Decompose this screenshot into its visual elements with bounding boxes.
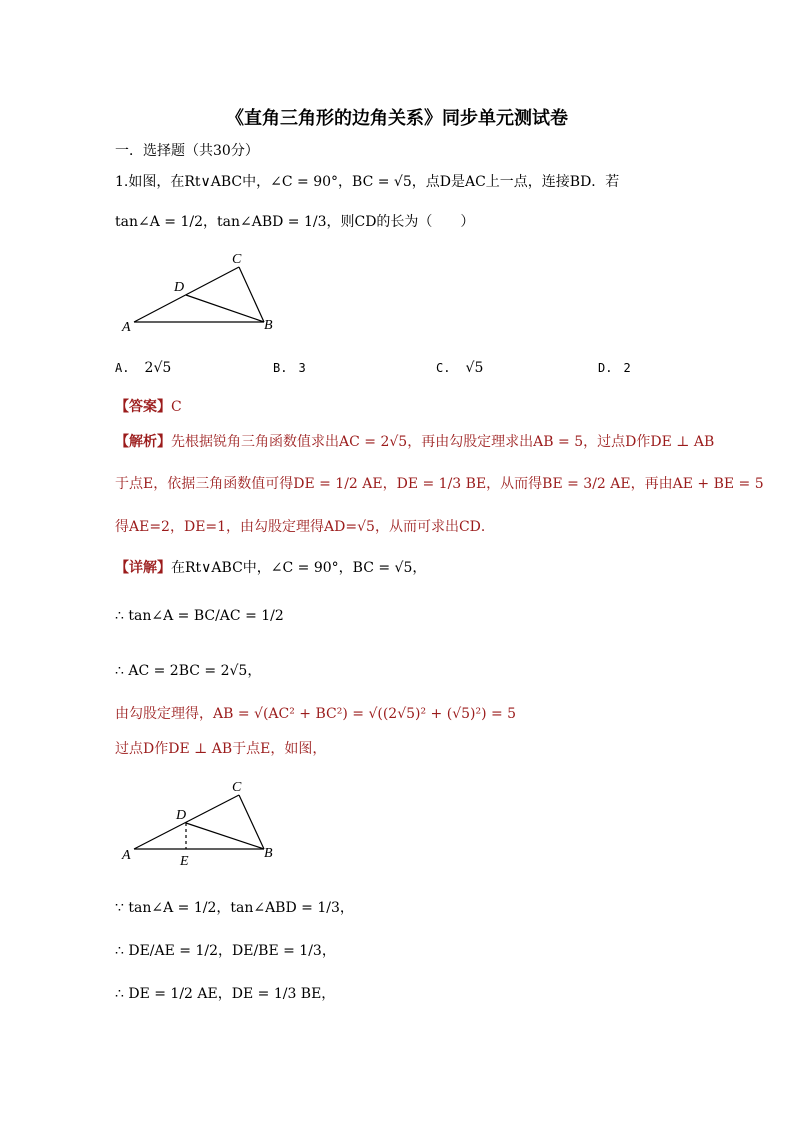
label-b: B [264,318,273,333]
detail-step-3: 由勾股定理得，AB = √(AC² + BC²) = √((2√5)² + (√5)²) = 5 [115,706,517,722]
question-line-1: 1.如图，在Rt∨ABC中，∠C = 90°，BC = √5，点D是AC上一点，连接BD．若 [115,174,620,190]
label-d: D [174,280,185,295]
label-a: A [122,320,131,335]
analysis-label: 【解析】 [115,434,171,450]
label-d: D [176,808,187,823]
detail-step-1: ∴ tan∠A = BC/AC = 1/2 [115,608,284,624]
answer-label: 【答案】 [115,399,171,415]
option-a[interactable]: A. 2√5 [115,360,172,376]
detail-step-6: ∴ DE/AE = 1/2，DE/BE = 1/3， [115,943,336,959]
edge-cb [239,267,264,322]
detail-step-5: ∵ tan∠A = 1/2，tan∠ABD = 1/3， [115,900,354,916]
option-c[interactable]: C. √5 [436,360,484,376]
answer-value: C [171,399,182,415]
question-line-2: tan∠A = 1/2，tan∠ABD = 1/3，则CD的长为（ ） [115,214,475,230]
edge-ac [134,267,239,322]
page-title: 《直角三角形的边角关系》同步单元测试卷 [226,108,568,129]
detail-line-1: 【详解】在Rt∨ABC中，∠C = 90°，BC = √5， [115,560,427,576]
label-b: B [264,846,273,861]
analysis-line-1: 【解析】先根据锐角三角函数值求出AC = 2√5，再由勾股定理求出AB = 5，过点D作DE ⊥ AB [115,434,715,450]
answer-line [115,396,182,416]
detail-step-2: ∴ AC = 2BC = 2√5， [115,663,262,679]
section-heading: 一．选择题（共30分） [115,143,259,159]
segment-bd [186,295,264,322]
edge-ac [134,795,239,849]
label-e: E [180,854,189,867]
detail-step-7: ∴ DE = 1/2 AE，DE = 1/3 BE， [115,986,336,1002]
label-c: C [232,252,242,267]
analysis-line-3: 得AE=2，DE=1，由勾股定理得AD=√5，从而可求出CD． [115,519,495,535]
option-d[interactable]: D. 2 [598,361,631,375]
analysis-line-2: 于点E，依据三角函数值可得DE = 1/2 AE，DE = 1/3 BE，从而得BE = 3/2 AE，再由AE + BE = 5 [115,476,764,492]
label-a: A [122,848,131,863]
triangle-figure-1 [118,245,288,335]
detail-label: 【详解】 [115,560,171,576]
label-c: C [232,780,242,795]
option-b[interactable]: B. 3 [273,361,306,375]
edge-cb [239,795,264,849]
triangle-figure-2 [118,775,288,867]
segment-bd [186,823,264,849]
detail-step-4: 过点D作DE ⊥ AB于点E，如图， [115,741,327,757]
